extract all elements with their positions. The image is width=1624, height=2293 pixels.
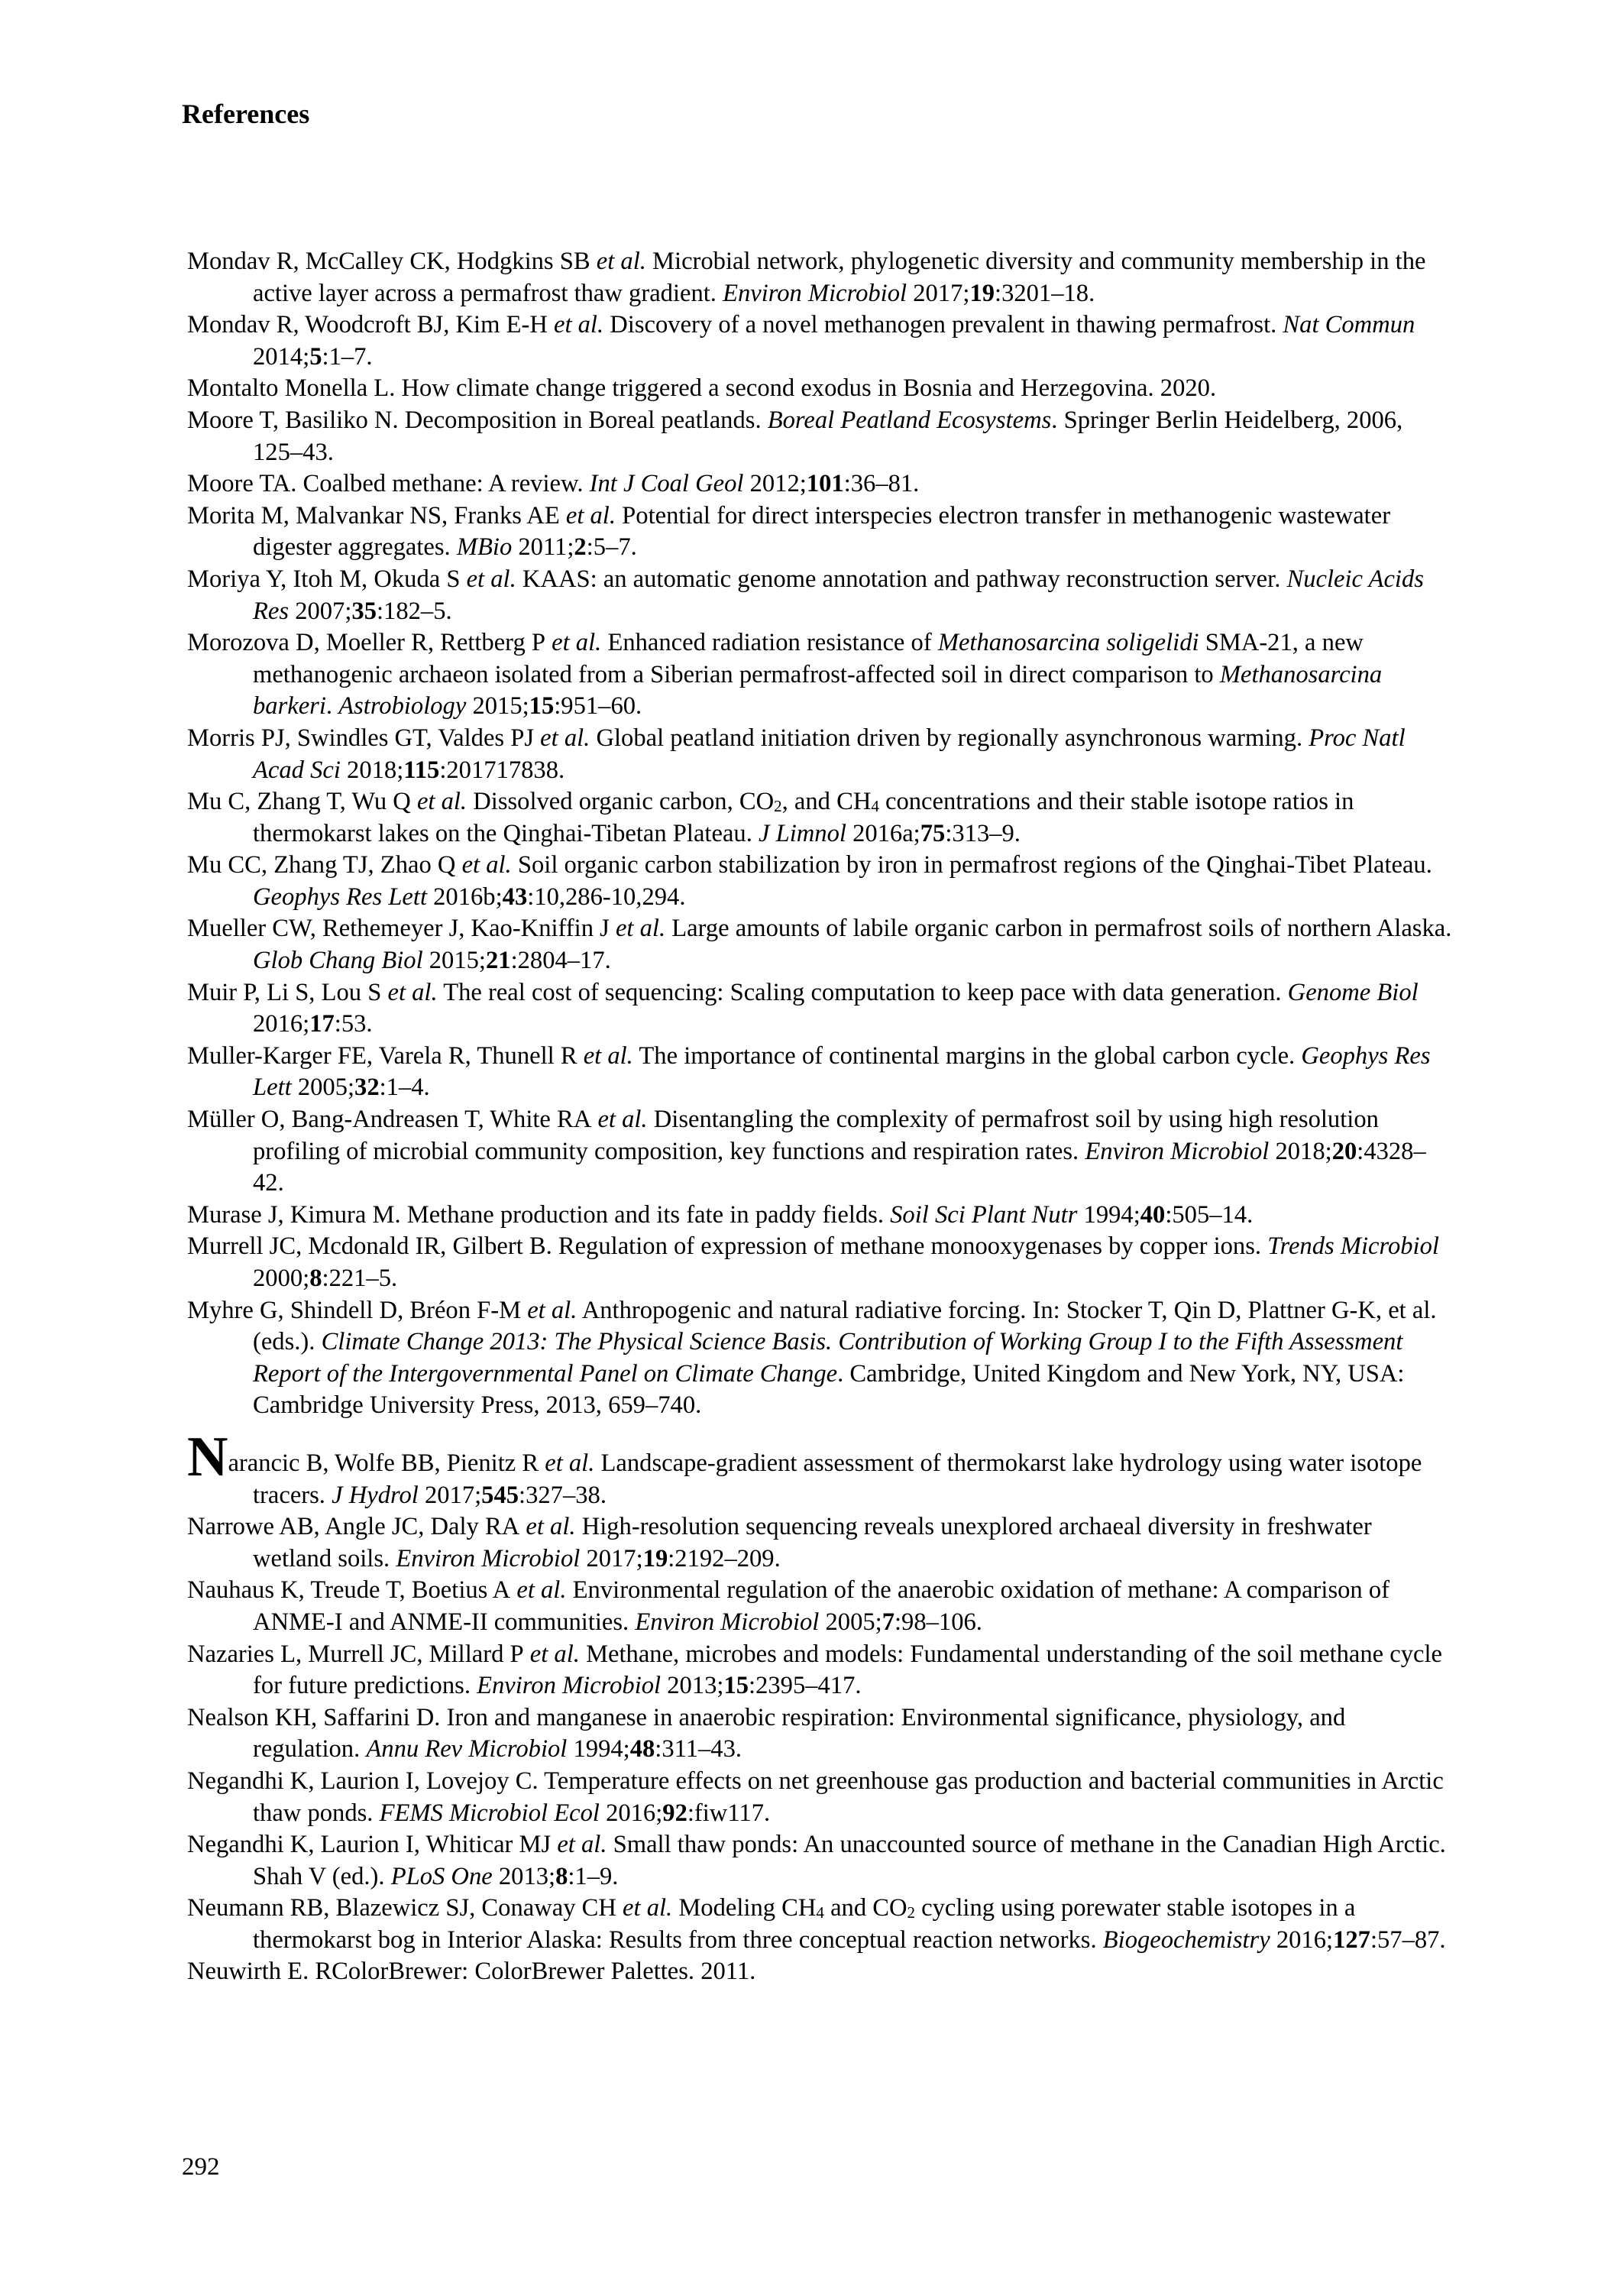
reference-item: Moore T, Basiliko N. Decomposition in Boreal peatlands. Boreal Peatland Ecosystems. Springer Berlin Heidelberg, 2006, 125–43. <box>187 406 1403 466</box>
reference-item: Mueller CW, Rethemeyer J, Kao-Kniffin J et al. Large amounts of labile organic carbon in permafrost soils of northern Alaska. Glob Chang Biol 2015;21:2804–17. <box>187 915 1452 975</box>
reference-item: Muller-Karger FE, Varela R, Thunell R et al. The importance of continental margins in the global carbon cycle. Geophys Res Lett 2005;32:1–4. <box>187 1041 1431 1102</box>
reference-item: Mu C, Zhang T, Wu Q et al. Dissolved organic carbon, $CO_2$, and $CH_4$ concentrations and their stable isotope ratios in thermokarst lakes on the Qinghai-Tibetan Plateau. J Limnol 2016a;75:313–9. <box>187 788 1354 847</box>
reference-list <box>187 246 1455 1988</box>
page-number: 292 <box>182 2153 220 2181</box>
reference-item: Mondav R, McCalley CK, Hodgkins SB et al. Microbial network, phylogenetic diversity and community membership in the active layer across a permafrost thaw gradient. Environ Microbiol 2017;19:3201–18. <box>187 248 1426 307</box>
reference-item: Nazaries L, Murrell JC, Millard P et al. Methane, microbes and models: Fundamental understanding of the soil methane cycle for future predictions. Environ Microbiol 2013;15:2395–417. <box>187 1640 1442 1700</box>
reference-item: Narancic B, Wolfe BB, Pienitz R et al. Landscape-gradient assessment of thermokarst lake hydrology using water isotope tracers. J Hydrol 2017;545:327–38. <box>187 1425 1422 1509</box>
section-title: References <box>182 99 310 129</box>
reference-item: Murase J, Kimura M. Methane production and its fate in paddy fields. Soil Sci Plant Nutr 1994;40:505–14. <box>187 1200 1254 1229</box>
reference-item: Morita M, Malvankar NS, Franks AE et al. Potential for direct interspecies electron transfer in methanogenic wastewater digester aggregates. MBio 2011;2:5–7. <box>187 501 1391 562</box>
reference-item: Mu CC, Zhang TJ, Zhao Q et al. Soil organic carbon stabilization by iron in permafrost regions of the Qinghai-Tibet Plateau. Geophys Res Lett 2016b;43:10,286-10,294. <box>187 851 1432 911</box>
reference-item: Mondav R, Woodcroft BJ, Kim E-H et al. Discovery of a novel methanogen prevalent in thawing permafrost. Nat Commun 2014;5:1–7. <box>187 311 1415 371</box>
reference-item: Moore TA. Coalbed methane: A review. Int J Coal Geol 2012;101:36–81. <box>187 470 920 498</box>
reference-item: Nauhaus K, Treude T, Boetius A et al. Environmental regulation of the anaerobic oxidation of methane: A comparison of ANME-I and ANME-II communities. Environ Microbiol 2005;7:98–106. <box>187 1576 1389 1636</box>
reference-item: Morozova D, Moeller R, Rettberg P et al. Enhanced radiation resistance of Methanosarcina soligelidi SMA-21, a new methanogenic archaeon isolated from a Siberian permafrost-affected soil in direct comparison to Methanosarcina barkeri. Astrobiology 2015;15:951–60. <box>187 629 1383 721</box>
reference-item: Montalto Monella L. How climate change triggered a second exodus in Bosnia and Herzegovina. 2020. <box>187 374 1217 403</box>
reference-item: Muir P, Li S, Lou S et al. The real cost of sequencing: Scaling computation to keep pace with data generation. Genome Biol 2016;17:53. <box>187 978 1419 1038</box>
reference-item: Moriya Y, Itoh M, Okuda S et al. KAAS: an automatic genome annotation and pathway reconstruction server. Nucleic Acids Res 2007;35:182–5. <box>187 565 1424 625</box>
reference-item: Myhre G, Shindell D, Bréon F-M et al. Anthropogenic and natural radiative forcing. In: Stocker T, Qin D, Plattner G-K, et al. (eds.). Climate Change 2013: The Physical Science Basis. Contribution of Working Group I to the Fifth Assessment Report of the Intergovernmental Panel on Climate Change. Cambridge, United Kingdom and New York, NY, USA: Cambridge University Press, 2013, 659–740. <box>187 1296 1437 1420</box>
reference-item: Negandhi K, Laurion I, Whiticar MJ et al. Small thaw ponds: An unaccounted source of methane in the Canadian High Arctic. Shah V (ed.). PLoS One 2013;8:1–9. <box>187 1831 1446 1890</box>
reference-item: Murrell JC, Mcdonald IR, Gilbert B. Regulation of expression of methane monooxygenases by copper ions. Trends Microbiol 2000;8:221–5. <box>187 1232 1439 1292</box>
reference-item: Neumann RB, Blazewicz SJ, Conaway CH et al. Modeling $CH_4$ and $CO_2$ cycling using porewater stable isotopes in a thermokarst bog in Interior Alaska: Results from three conceptual reaction networks. Biogeochemistry 2016;127:57–87. <box>187 1894 1446 1954</box>
reference-item: Neuwirth E. RColorBrewer: ColorBrewer Palettes. 2011. <box>187 1958 756 1986</box>
reference-item: Narrowe AB, Angle JC, Daly RA et al. High-resolution sequencing reveals unexplored archaeal diversity in freshwater wetland soils. Environ Microbiol 2017;19:2192–209. <box>187 1513 1372 1572</box>
reference-item: Negandhi K, Laurion I, Lovejoy C. Temperature effects on net greenhouse gas production and bacterial communities in Arctic thaw ponds. FEMS Microbiol Ecol 2016;92:fiw117. <box>187 1767 1444 1827</box>
reference-item: Nealson KH, Saffarini D. Iron and manganese in anaerobic respiration: Environmental significance, physiology, and regulation. Annu Rev Microbiol 1994;48:311–43. <box>187 1703 1346 1763</box>
drop-cap-letter: N <box>187 1425 228 1488</box>
reference-item: Müller O, Bang-Andreasen T, White RA et al. Disentangling the complexity of permafrost soil by using high resolution profiling of microbial community composition, key functions and respiration rates. Environ Microbiol 2018;20:4328–42. <box>187 1106 1426 1197</box>
reference-item: Morris PJ, Swindles GT, Valdes PJ et al. Global peatland initiation driven by regionally asynchronous warming. Proc Natl Acad Sci 2018;115:201717838. <box>187 724 1406 784</box>
